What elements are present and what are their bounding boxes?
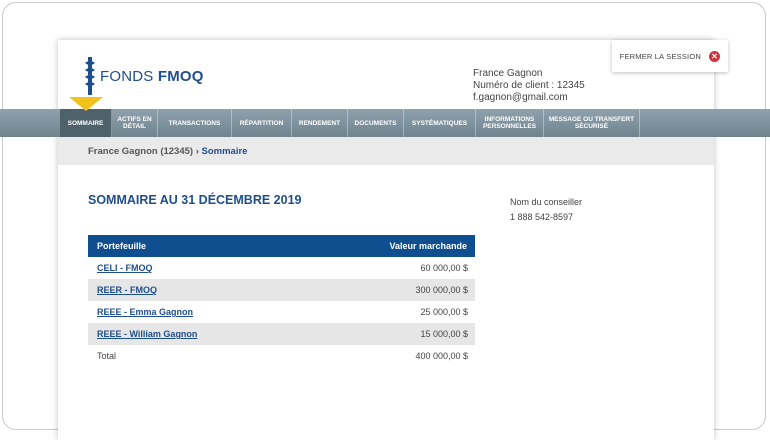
advisor-phone: 1 888 542-8597 [510,212,574,222]
logo-mark-icon [84,57,96,95]
account-link[interactable]: REEE - Emma Gagnon [97,307,194,317]
nav-item-sommaire[interactable]: SOMMAIRE [60,109,112,137]
nav-item-systematiques[interactable]: SYSTÉMATIQUES [404,109,476,137]
breadcrumb-parent[interactable]: France Gagnon (12345) [88,146,194,157]
client-email: f.gagnon@gmail.com [473,92,568,103]
total-value: 400 000,00 $ [415,351,468,361]
advisor-info [510,195,582,225]
advisor-label: Nom du conseiller [510,197,583,207]
account-link[interactable]: CELI - FMOQ [97,263,153,273]
breadcrumb-current: Sommaire [201,146,248,157]
nav-item-rendement[interactable]: RENDEMENT [292,109,348,137]
logo-text: FONDS FMOQ [100,67,204,85]
breadcrumb [88,146,247,157]
portfolio-table [88,235,475,367]
client-number: Numéro de client : 12345 [473,80,585,91]
table-row [88,279,475,301]
header-portefeuille: Portefeuille [97,241,147,251]
nav-item-message[interactable]: MESSAGE OU TRANSFERT SÉCURISÉ [544,109,640,137]
breadcrumb-separator: › [195,146,199,157]
table-row [88,257,475,279]
client-info [473,68,585,104]
nav-item-repartition[interactable]: RÉPARTITION [232,109,292,137]
header-valeur: Valeur marchande [389,241,467,251]
account-link[interactable]: REEE - William Gagnon [97,329,198,339]
page-title: SOMMAIRE AU 31 DÉCEMBRE 2019 [88,193,302,207]
nav-item-actifs[interactable]: ACTIFS EN DÉTAIL [112,109,158,137]
main-nav [0,109,770,137]
close-icon[interactable]: ✕ [709,51,720,62]
nav-item-informations[interactable]: INFORMATIONS PERSONNELLES [476,109,544,137]
client-name: France Gagnon [473,68,543,79]
active-tab-arrow-icon [69,97,103,111]
logout-label: FERMER LA SESSION [619,51,701,61]
breadcrumb-bar [58,137,714,165]
account-value: 15 000,00 $ [420,329,468,339]
account-value: 25 000,00 $ [420,307,468,317]
nav-item-transactions[interactable]: TRANSACTIONS [158,109,232,137]
table-row [88,301,475,323]
total-label: Total [97,351,117,361]
logout-button[interactable] [612,40,728,72]
account-value: 300 000,00 $ [415,285,468,295]
table-row [88,323,475,345]
fonds-fmoq-logo[interactable] [84,56,204,96]
total-row [88,345,475,367]
account-value: 60 000,00 $ [420,263,468,273]
table-header [88,235,475,257]
account-link[interactable]: REER - FMOQ [97,285,157,295]
nav-item-documents[interactable]: DOCUMENTS [348,109,404,137]
